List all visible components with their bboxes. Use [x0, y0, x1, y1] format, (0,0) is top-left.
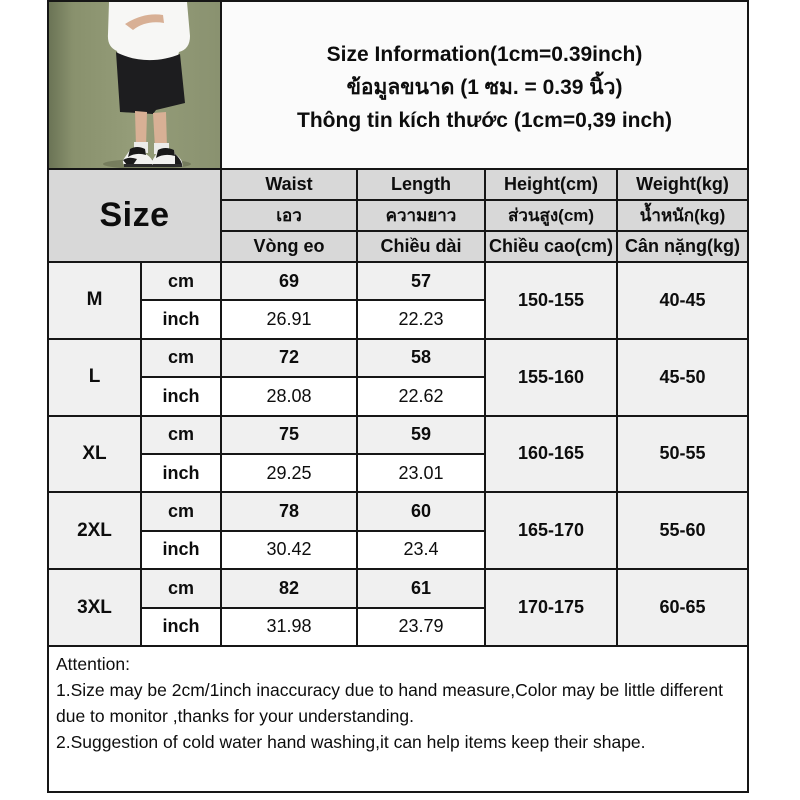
length-cm-l: 58: [357, 339, 485, 377]
weight-range-l: 45-50: [617, 339, 748, 416]
weight-range-m: 40-45: [617, 262, 748, 339]
size-label-2xl: 2XL: [48, 492, 141, 569]
left-leg-shape: [135, 111, 147, 147]
col-header-length-vi: Chiều dài: [357, 231, 485, 262]
weight-range-3xl: 60-65: [617, 569, 748, 646]
length-cm-2xl: 60: [357, 492, 485, 530]
col-header-length-en: Length: [357, 169, 485, 200]
waist-cm-l: 72: [221, 339, 357, 377]
right-sneaker-sole: [153, 164, 182, 167]
col-header-waist-th: เอว: [221, 200, 357, 231]
col-header-weight-vi: Cân nặng(kg): [617, 231, 748, 262]
height-range-l: 155-160: [485, 339, 617, 416]
weight-range-2xl: 55-60: [617, 492, 748, 569]
height-range-xl: 160-165: [485, 416, 617, 493]
waist-inch-3xl: 31.98: [221, 608, 357, 646]
weight-range-xl: 50-55: [617, 416, 748, 493]
table-row: [48, 339, 748, 377]
waist-inch-l: 28.08: [221, 377, 357, 415]
col-header-height-en: Height(cm): [485, 169, 617, 200]
size-information-table: [47, 0, 749, 793]
attention-line-2: 2.Suggestion of cold water hand washing,it can help items keep their shape.: [56, 731, 646, 752]
col-header-height-vi: Chiều cao(cm): [485, 231, 617, 262]
col-header-waist-en: Waist: [221, 169, 357, 200]
unit-label-inch: inch: [141, 531, 221, 569]
unit-label-cm: cm: [141, 339, 221, 377]
col-header-waist-vi: Vòng eo: [221, 231, 357, 262]
product-photo-illustration: [49, 2, 220, 168]
size-label-m: M: [48, 262, 141, 339]
product-photo: [48, 1, 221, 169]
unit-label-inch: inch: [141, 377, 221, 415]
waist-cm-3xl: 82: [221, 569, 357, 607]
col-header-length-th: ความยาว: [357, 200, 485, 231]
col-header-height-th: ส่วนสูง(cm): [485, 200, 617, 231]
right-leg-shape: [153, 112, 167, 148]
attention-heading: Attention:: [56, 653, 130, 674]
table-row: [48, 569, 748, 607]
length-cm-3xl: 61: [357, 569, 485, 607]
waist-inch-2xl: 30.42: [221, 531, 357, 569]
size-column-header: Size: [48, 169, 221, 262]
waist-inch-xl: 29.25: [221, 454, 357, 492]
length-inch-2xl: 23.4: [357, 531, 485, 569]
attention-note: [48, 646, 748, 792]
height-range-2xl: 165-170: [485, 492, 617, 569]
size-label-3xl: 3XL: [48, 569, 141, 646]
size-label-l: L: [48, 339, 141, 416]
attention-line-1: 1.Size may be 2cm/1inch inaccuracy due to hand measure,Color may be little different due to monitor ,thanks for your understanding.: [56, 679, 723, 726]
unit-label-inch: inch: [141, 608, 221, 646]
black-shorts-shape: [116, 52, 185, 114]
table-row: [48, 262, 748, 300]
waist-cm-xl: 75: [221, 416, 357, 454]
length-cm-xl: 59: [357, 416, 485, 454]
size-label-xl: XL: [48, 416, 141, 493]
title-vietnamese: Thông tin kích thước (1cm=0,39 inch): [297, 109, 672, 132]
unit-label-cm: cm: [141, 492, 221, 530]
table-row: [48, 416, 748, 454]
unit-label-inch: inch: [141, 454, 221, 492]
waist-inch-m: 26.91: [221, 300, 357, 338]
title-block: [221, 1, 748, 169]
unit-label-inch: inch: [141, 300, 221, 338]
unit-label-cm: cm: [141, 262, 221, 300]
length-inch-l: 22.62: [357, 377, 485, 415]
waist-cm-2xl: 78: [221, 492, 357, 530]
title-thai: ข้อมูลขนาด (1 ซม. = 0.39 นิ้ว): [346, 76, 623, 99]
unit-label-cm: cm: [141, 569, 221, 607]
height-range-3xl: 170-175: [485, 569, 617, 646]
height-range-m: 150-155: [485, 262, 617, 339]
length-inch-xl: 23.01: [357, 454, 485, 492]
length-cm-m: 57: [357, 262, 485, 300]
title-english: Size Information(1cm=0.39inch): [326, 43, 643, 66]
length-inch-3xl: 23.79: [357, 608, 485, 646]
waist-cm-m: 69: [221, 262, 357, 300]
col-header-weight-th: น้ำหนัก(kg): [617, 200, 748, 231]
unit-label-cm: cm: [141, 416, 221, 454]
col-header-weight-en: Weight(kg): [617, 169, 748, 200]
length-inch-m: 22.23: [357, 300, 485, 338]
left-sneaker-sole: [124, 164, 153, 167]
table-row: [48, 492, 748, 530]
